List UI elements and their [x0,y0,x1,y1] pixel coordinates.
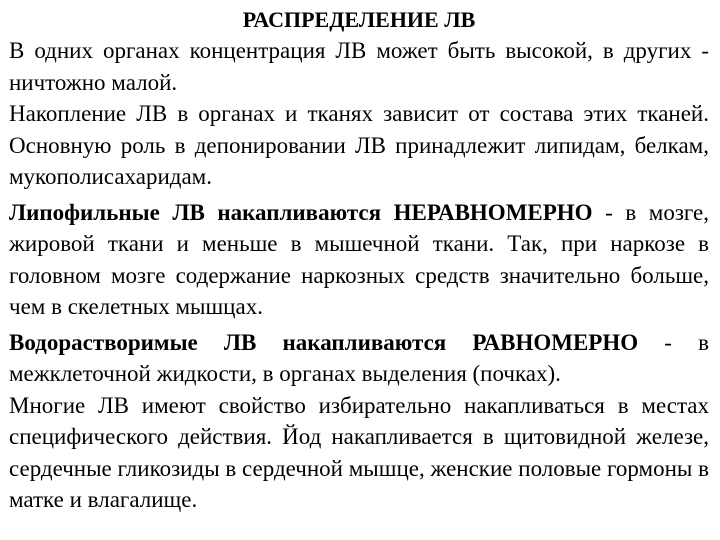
lipophilic-heading: Липофильные ЛВ накапливаются НЕРАВНОМЕРНО [9,199,593,225]
paragraph-lipophilic [9,197,709,323]
slide-content [9,4,709,516]
lipophilic-text: - в мозге, жировой ткани и меньше в мышечной ткани. Так, при наркозе в головном мозге содержание наркозных средств значительно больше, чем в скелетных мышцах. [9,199,709,319]
hydrophilic-text: - в межклеточной жидкости, в органах выделения (почках). [9,329,709,386]
hydrophilic-heading: Водорастворимые ЛВ накапливаются РАВНОМЕРНО [9,329,639,355]
slide-title: РАСПРЕДЕЛЕНИЕ ЛВ [242,7,476,32]
paragraph-selective: Многие ЛВ имеют свойство избирательно накапливаться в местах специфического действия. Йод накапливается в щитовидной железе, сердечные гликозиды в сердечной мышце, женские половые гормоны в матке и влагалище. [9,392,709,512]
paragraph-hydrophilic [9,327,709,390]
paragraph-concentration: В одних органах концентрация ЛВ может быть высокой, в других - ничтожно малой. [9,38,709,95]
paragraph-accumulation: Накопление ЛВ в органах и тканях зависит от состава этих тканей. Основную роль в депонировании ЛВ принадлежит липидам, белкам, мукополисахаридам. [9,101,709,189]
